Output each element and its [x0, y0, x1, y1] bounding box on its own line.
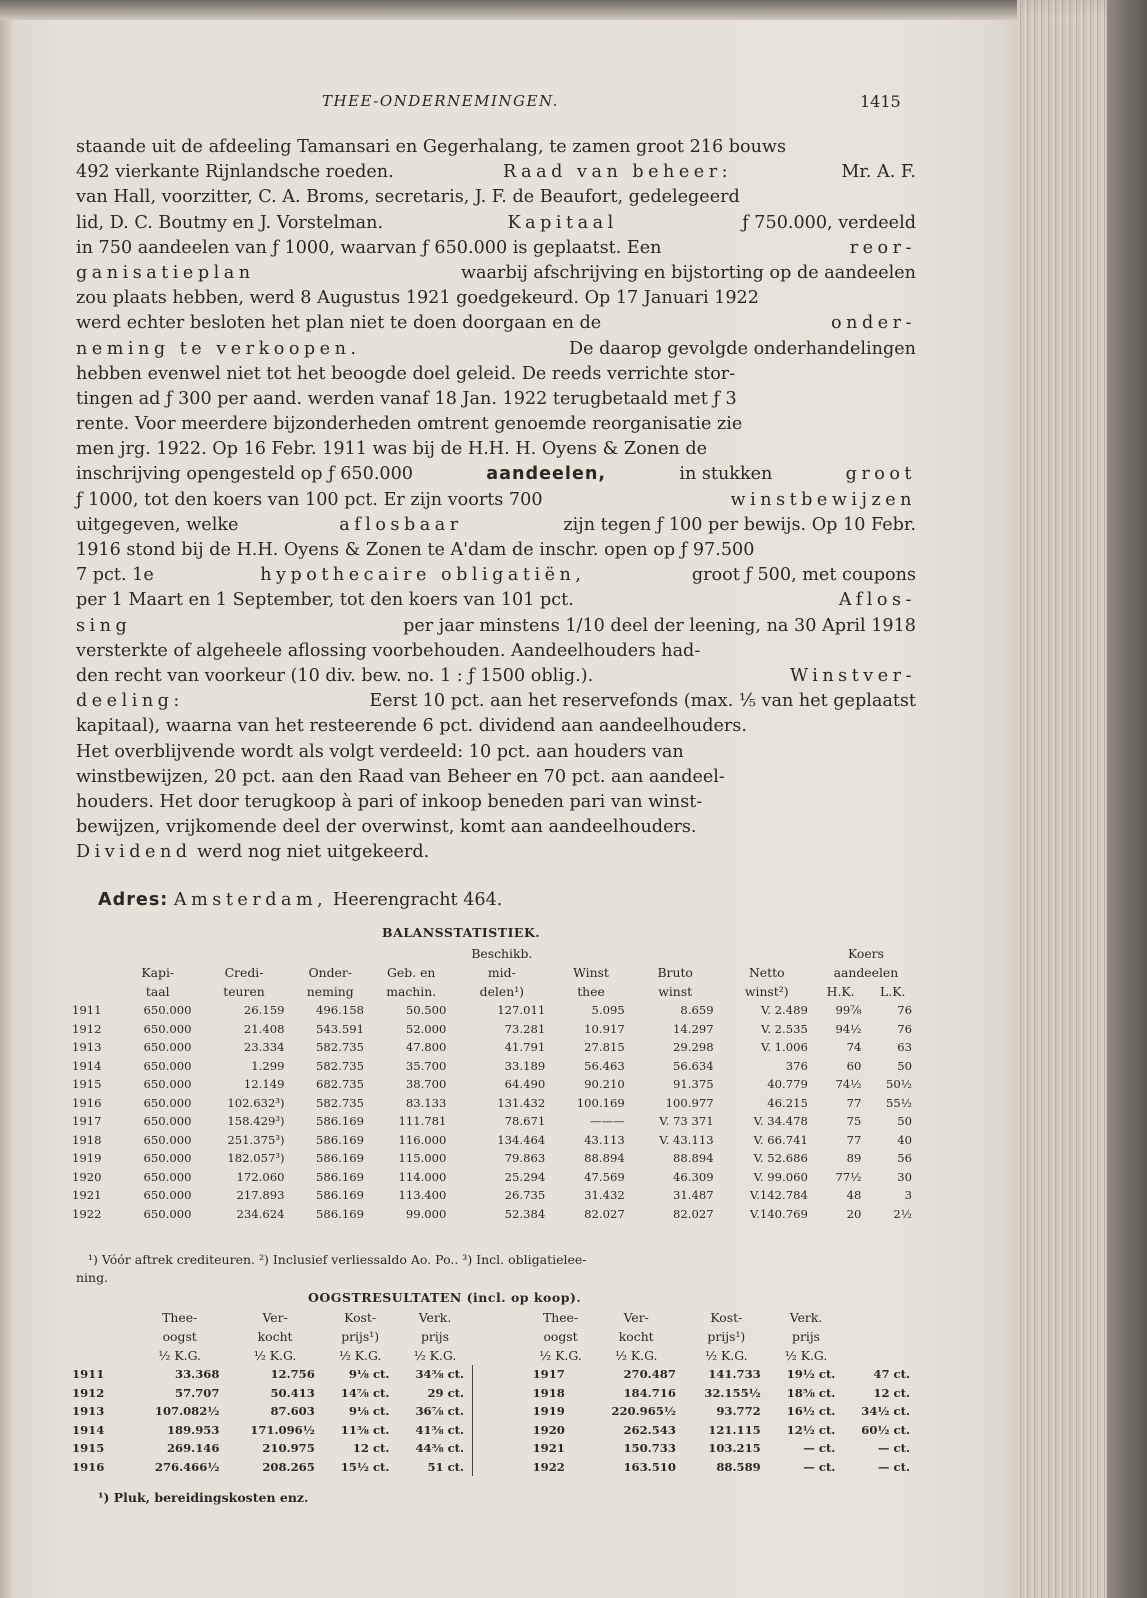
text-line: staande uit de afdeeling Tamansari en Gegerhalang, te zamen groot 216 bouws [76, 137, 787, 157]
text-line: winstbewijzen, 20 pct. aan den Raad van Beheer en 70 pct. aan aandeel- [76, 766, 725, 787]
table-row [72, 1020, 918, 1039]
table-cell: 64.490 [504, 1077, 546, 1091]
table-cell: 44⅜ ct. [415, 1441, 465, 1455]
table-cell: 89 [846, 1151, 862, 1165]
text-line: Dividend werd nog niet uitgekeerd. [76, 842, 430, 863]
table-cell: 76 [897, 1021, 912, 1036]
table-cell: 50 [897, 1114, 912, 1128]
year-cell: 1919 [72, 1151, 102, 1165]
table-cell: 586.169 [316, 1132, 364, 1147]
table-cell: 14⅞ ct. [340, 1385, 390, 1400]
table-cell: 9⅛ ct. [348, 1367, 390, 1381]
table-cell: 51 ct. [427, 1459, 465, 1474]
table-cell: 87.603 [270, 1404, 315, 1418]
table-cell: 131.432 [497, 1095, 546, 1110]
table-cell: V.142.784 [749, 1188, 808, 1202]
text-line: deeling: Eerst 10 pct. aan het reservefonds (max. ⅕ van het geplaatst [76, 691, 916, 712]
table-row [72, 1131, 918, 1150]
table-cell: 650.000 [143, 1021, 192, 1036]
year-cell: 1914 [72, 1422, 105, 1437]
table-header-row: oogst kocht prijs¹) prijs oogst kocht prijs¹) prijs [162, 1329, 821, 1344]
year-cell: 1916 [72, 1459, 105, 1474]
table-cell: — ct. [877, 1441, 910, 1455]
table-cell: V. 43.113 [659, 1132, 714, 1147]
table-cell: 73.281 [504, 1021, 546, 1036]
table-cell: 52.000 [405, 1021, 447, 1036]
text-line: hebben evenwel niet tot het beoogde doel geleid. De reeds verrichte stor- [76, 363, 736, 384]
table-cell: 26.735 [504, 1188, 546, 1202]
balance-table-title: BALANSSTATISTIEK. [382, 925, 541, 940]
table-cell: 74 [846, 1040, 862, 1054]
table-row [72, 1205, 918, 1224]
table-cell: 33.368 [175, 1367, 220, 1381]
table-cell: 60 [846, 1058, 862, 1073]
table-cell: 650.000 [143, 1095, 192, 1110]
page-top-shadow [0, 0, 1147, 20]
table-cell: 150.733 [623, 1441, 676, 1455]
table-cell: 251.375³) [227, 1132, 285, 1147]
table-cell: 582.735 [316, 1058, 364, 1073]
table-cell: 9⅛ ct. [348, 1404, 390, 1418]
year-cell: 1917 [532, 1367, 565, 1381]
table-cell: 115.000 [398, 1151, 447, 1165]
table-cell: V. 1.006 [760, 1040, 808, 1054]
table-cell: 650.000 [143, 1058, 192, 1073]
table-cell: 184.716 [623, 1385, 676, 1400]
table-cell: 15½ ct. [340, 1459, 390, 1474]
table-cell: 94½ [835, 1021, 862, 1036]
table-cell: 220.965½ [611, 1404, 676, 1418]
year-cell: 1915 [72, 1077, 102, 1091]
table-cell: 582.735 [316, 1040, 364, 1054]
table-cell: 11⅜ ct. [340, 1422, 390, 1437]
year-cell: 1912 [72, 1385, 105, 1400]
table-cell: 43.113 [584, 1132, 625, 1147]
table-cell: 182.057³) [227, 1151, 285, 1165]
table-cell: 57.707 [175, 1385, 220, 1400]
table-cell: 82.027 [584, 1206, 625, 1221]
table-cell: V. 52.686 [753, 1151, 808, 1165]
table-cell: 40.779 [767, 1077, 808, 1091]
table-cell: 586.169 [316, 1151, 364, 1165]
table-cell: 100.169 [576, 1095, 625, 1110]
table-cell: 12½ ct. [786, 1422, 836, 1437]
table-cell: 41⅜ ct. [415, 1422, 465, 1437]
table-cell: 36⅞ ct. [415, 1404, 465, 1418]
running-head: THEE-ONDERNEMINGEN. [322, 92, 559, 110]
table-cell: 88.894 [584, 1151, 625, 1165]
text-line: kapitaal), waarna van het resteerende 6 pct. dividend aan aandeelhouders. [76, 716, 747, 737]
table-cell: 48 [846, 1188, 862, 1202]
table-cell: 210.975 [262, 1441, 315, 1455]
year-cell: 1914 [72, 1058, 102, 1073]
table-cell: 78.671 [504, 1114, 546, 1128]
table-cell: 189.953 [166, 1422, 220, 1437]
table-row [72, 1384, 918, 1403]
table-cell: 50½ [886, 1077, 912, 1091]
table-cell: 75 [846, 1114, 862, 1128]
text-line: houders. Het door terugkoop à pari of inkoop beneden pari van winst- [76, 791, 703, 812]
footnote: ¹) Pluk, bereidingskosten enz. [98, 1490, 309, 1505]
column-divider [473, 1421, 533, 1440]
table-cell: 586.169 [316, 1188, 364, 1202]
text-line: bewijzen, vrijkomende deel der overwinst, komt aan aandeelhouders. [76, 817, 697, 838]
table-cell: V.140.769 [749, 1206, 808, 1221]
text-line: in 750 aandeelen van ƒ 1000, waarvan ƒ 650.000 is geplaatst. Een reor- [76, 237, 916, 258]
table-cell: 56.463 [584, 1058, 625, 1073]
text-line: den recht van voorkeur (10 div. bew. no. 1 : ƒ 1500 oblig.). Winstver- [76, 665, 916, 686]
table-cell: 586.169 [316, 1169, 364, 1184]
table-cell: 116.000 [398, 1132, 447, 1147]
table-cell: 650.000 [143, 1151, 192, 1165]
table-cell: 82.027 [673, 1206, 714, 1221]
table-cell: 55½ [886, 1095, 912, 1110]
table-cell: 46.309 [673, 1169, 714, 1184]
balance-statistics-table [72, 944, 918, 1223]
table-cell: 543.591 [316, 1021, 364, 1036]
table-cell: 14.297 [673, 1021, 714, 1036]
table-row [72, 1186, 918, 1205]
text-line: ganisatieplan waarbij afschrijving en bijstorting op de aandeelen [76, 262, 916, 283]
table-cell: 262.543 [623, 1422, 676, 1437]
table-cell: 158.429³) [227, 1114, 285, 1128]
table-cell: 20 [846, 1206, 862, 1221]
year-cell: 1918 [72, 1132, 102, 1147]
table-header-row: Kapi- Credi- Onder- Geb. en mid- Winst Bruto Netto aandeelen [141, 965, 899, 980]
table-cell: 16½ ct. [786, 1404, 836, 1418]
column-divider [473, 1439, 533, 1458]
table-row [72, 1112, 918, 1131]
table-cell: 91.375 [673, 1077, 714, 1091]
text-line: 1916 stond bij de H.H. Oyens & Zonen te A'dam de inschr. open op ƒ 97.500 [76, 540, 755, 560]
table-cell: 8.659 [680, 1003, 714, 1017]
table-cell: 76 [897, 1003, 912, 1017]
table-header-row: Thee- Ver- Kost- Verk. Thee- Ver- Kost- Verk. [162, 1310, 823, 1325]
year-cell: 1913 [72, 1404, 105, 1418]
table-cell: 47 ct. [873, 1367, 910, 1381]
year-cell: 1915 [72, 1441, 105, 1455]
text-line: uitgegeven, welke aflosbaar zijn tegen ƒ 100 per bewijs. Op 10 Febr. [76, 514, 916, 535]
text-line: rente. Voor meerdere bijzonderheden omtrent genoemde reorganisatie zie [76, 414, 743, 435]
table-row [72, 1057, 918, 1076]
year-cell: 1919 [532, 1404, 565, 1418]
table-cell: ——— [589, 1114, 625, 1128]
table-cell: 56.634 [673, 1058, 714, 1073]
text-line: 7 pct. 1e hypothecaire obligatiën, groot ƒ 500, met coupons [76, 565, 916, 586]
table-cell: 77½ [835, 1169, 862, 1184]
table-cell: 12.149 [243, 1077, 285, 1091]
footnote-continued: ning. [76, 1270, 109, 1285]
page-number: 1415 [860, 92, 901, 111]
table-cell: 114.000 [398, 1169, 447, 1184]
table-cell: 19½ ct. [786, 1367, 836, 1381]
table-cell: — ct. [803, 1441, 836, 1455]
table-cell: 650.000 [143, 1040, 192, 1054]
table-header-row: taal teuren neming machin. delen¹) thee winst winst²) H.K. L.K. [145, 984, 906, 999]
book-cover-edge [1107, 0, 1147, 1598]
table-cell: 35.700 [405, 1058, 447, 1073]
column-divider [473, 1384, 533, 1403]
table-cell: 10.917 [584, 1021, 625, 1036]
table-cell: — ct. [803, 1459, 836, 1474]
table-cell: 77 [846, 1132, 862, 1147]
table-cell: 52.384 [504, 1206, 546, 1221]
table-row [72, 1402, 918, 1421]
table-cell: 88.894 [673, 1151, 714, 1165]
table-cell: V. 34.478 [753, 1114, 808, 1128]
table-cell: 650.000 [143, 1169, 192, 1184]
table-cell: 93.772 [716, 1404, 761, 1418]
table-cell: 586.169 [316, 1206, 364, 1221]
text-line: Het overblijvende wordt als volgt verdeeld: 10 pct. aan houders van [76, 741, 684, 762]
table-cell: 41.791 [504, 1040, 546, 1054]
harvest-table-title: OOGSTRESULTATEN (incl. op koop). [308, 1290, 582, 1305]
table-cell: 1.299 [251, 1058, 285, 1073]
harvest-results-table [72, 1308, 918, 1476]
table-cell: 31.487 [673, 1188, 714, 1202]
table-row [72, 1075, 918, 1094]
text-line: per 1 Maart en 1 September, tot den koers van 101 pct. Aflos- [76, 590, 916, 611]
table-row [72, 1168, 918, 1187]
table-cell: 269.146 [166, 1441, 220, 1455]
table-cell: 376 [785, 1058, 808, 1073]
table-cell: 99.000 [405, 1206, 447, 1221]
table-cell: — ct. [877, 1459, 910, 1474]
text-line: sing per jaar minstens 1/10 deel der leening, na 30 April 1918 [76, 615, 916, 636]
year-cell: 1913 [72, 1040, 102, 1054]
table-cell: 77 [846, 1095, 862, 1110]
table-cell: 90.210 [584, 1077, 625, 1091]
text-line: van Hall, voorzitter, C. A. Broms, secretaris, J. F. de Beaufort, gedelegeerd [76, 187, 740, 208]
table-cell: 26.159 [243, 1003, 285, 1017]
table-cell: 40 [897, 1132, 912, 1147]
text-line: zou plaats hebben, werd 8 Augustus 1921 goedgekeurd. Op 17 Januari 1922 [76, 288, 759, 309]
table-cell: 113.400 [398, 1188, 447, 1202]
year-cell: 1918 [532, 1385, 565, 1400]
table-cell: 650.000 [143, 1003, 192, 1017]
table-row [72, 1365, 918, 1384]
table-cell: 127.011 [497, 1003, 546, 1017]
text-line: tingen ad ƒ 300 per aand. werden vanaf 18 Jan. 1922 terugbetaald met ƒ 3 [76, 388, 737, 409]
year-cell: 1911 [72, 1003, 102, 1017]
column-divider [473, 1365, 533, 1384]
table-cell: 650.000 [143, 1132, 192, 1147]
table-cell: 234.624 [236, 1206, 285, 1221]
table-cell: V. 99.060 [753, 1169, 808, 1184]
table-cell: 60½ ct. [861, 1422, 910, 1437]
table-cell: 46.215 [767, 1095, 808, 1110]
table-cell: 5.095 [591, 1003, 625, 1017]
table-cell: V. 66.741 [753, 1132, 808, 1147]
table-cell: 12 ct. [873, 1385, 910, 1400]
table-cell: 276.466½ [154, 1459, 220, 1474]
table-cell: 496.158 [316, 1003, 364, 1017]
table-cell: 12 ct. [352, 1441, 390, 1455]
table-cell: 107.082½ [154, 1404, 220, 1418]
table-cell: 650.000 [143, 1077, 192, 1091]
table-cell: 31.432 [584, 1188, 625, 1202]
table-cell: 33.189 [504, 1058, 546, 1073]
table-header-row: Beschikb. Koers [471, 946, 884, 961]
table-cell: 50.500 [405, 1003, 447, 1017]
table-cell: 650.000 [143, 1188, 192, 1202]
table-cell: 650.000 [143, 1206, 192, 1221]
text-line: neming te verkoopen. De daarop gevolgde onderhandelingen [76, 338, 916, 359]
year-cell: 1911 [72, 1367, 105, 1381]
year-cell: 1922 [532, 1459, 565, 1474]
text-line: werd echter besloten het plan niet te doen doorgaan en de onder- [76, 313, 916, 334]
table-cell: 74½ [835, 1077, 862, 1091]
table-row [72, 1421, 918, 1440]
year-cell: 1920 [72, 1169, 102, 1184]
table-cell: 171.096½ [250, 1422, 315, 1437]
table-cell: 47.569 [584, 1169, 625, 1184]
table-row [72, 1038, 918, 1057]
table-cell: 121.115 [708, 1422, 761, 1437]
table-cell: 102.632³) [227, 1095, 285, 1110]
table-cell: 163.510 [623, 1459, 676, 1474]
table-cell: 50 [897, 1058, 912, 1073]
column-divider [473, 1458, 533, 1477]
table-cell: 99⅞ [835, 1003, 862, 1017]
footnote: ¹) Vóór aftrek crediteuren. ²) Inclusief verliessaldo Ao. Po.. ³) Incl. obligatielee- [88, 1252, 587, 1267]
address-line: Adres: Amsterdam, Heerengracht 464. [98, 890, 503, 910]
column-divider [473, 1402, 533, 1421]
table-row [72, 1001, 918, 1020]
table-cell: 103.215 [708, 1441, 761, 1455]
text-line: ƒ 1000, tot den koers van 100 pct. Er zijn voorts 700 winstbewijzen [76, 489, 916, 510]
table-cell: 21.408 [243, 1021, 285, 1036]
table-cell: 682.735 [316, 1077, 364, 1091]
table-cell: 29 ct. [427, 1385, 465, 1400]
text-line: 492 vierkante Rijnlandsche roeden. Raad van beheer: Mr. A. F. [76, 162, 916, 183]
table-cell: 34½ ct. [861, 1404, 910, 1418]
table-cell: 18⅝ ct. [786, 1385, 836, 1400]
table-header-row: ½ K.G. ½ K.G. ½ K.G. ½ K.G. ½ K.G. ½ K.G. ½ K.G. ½ K.G. [158, 1348, 828, 1363]
table-cell: 29.298 [673, 1040, 714, 1054]
table-cell: 83.133 [405, 1095, 447, 1110]
table-row [72, 1149, 918, 1168]
table-row [72, 1458, 918, 1477]
year-cell: 1916 [72, 1095, 102, 1110]
table-cell: 25.294 [504, 1169, 546, 1184]
table-cell: 23.334 [243, 1040, 285, 1054]
table-cell: 141.733 [708, 1367, 761, 1381]
body-paragraph [76, 135, 916, 865]
table-cell: 100.977 [665, 1095, 714, 1110]
text-line: inschrijving opengesteld op ƒ 650.000 aandeelen, in stukken groot [76, 464, 916, 485]
table-cell: 63 [897, 1040, 912, 1054]
table-row [72, 1439, 918, 1458]
text-line: lid, D. C. Boutmy en J. Vorstelman. Kapitaal ƒ 750.000, verdeeld [76, 212, 916, 233]
year-cell: 1921 [532, 1441, 565, 1455]
table-cell: 12.756 [270, 1367, 315, 1381]
table-cell: V. 73 371 [659, 1114, 714, 1128]
year-cell: 1921 [72, 1188, 102, 1202]
table-cell: 30 [897, 1169, 912, 1184]
text-line: men jrg. 1922. Op 16 Febr. 1911 was bij de H.H. H. Oyens & Zonen de [76, 439, 708, 460]
text-line: versterkte of algeheele aflossing voorbehouden. Aandeelhouders had- [76, 640, 701, 661]
table-cell: 32.155½ [704, 1385, 761, 1400]
table-cell: 34⅜ ct. [415, 1367, 465, 1381]
table-cell: 79.863 [504, 1151, 546, 1165]
table-cell: 217.893 [236, 1188, 285, 1202]
table-cell: 582.735 [316, 1095, 364, 1110]
table-cell: V. 2.535 [760, 1021, 808, 1036]
table-cell: 27.815 [584, 1040, 625, 1054]
table-cell: 50.413 [270, 1385, 315, 1400]
year-cell: 1917 [72, 1114, 102, 1128]
table-cell: 88.589 [716, 1459, 761, 1474]
table-cell: 111.781 [398, 1114, 447, 1128]
table-cell: 38.700 [405, 1077, 447, 1091]
table-cell: 586.169 [316, 1114, 364, 1128]
table-cell: 208.265 [262, 1459, 315, 1474]
table-cell: 172.060 [236, 1169, 285, 1184]
table-row [72, 1094, 918, 1113]
year-cell: 1920 [532, 1422, 565, 1437]
table-cell: 2½ [893, 1206, 912, 1221]
table-cell: 650.000 [143, 1114, 192, 1128]
year-cell: 1922 [72, 1206, 102, 1221]
table-cell: 134.464 [497, 1132, 546, 1147]
table-cell: 47.800 [405, 1040, 447, 1054]
year-cell: 1912 [72, 1021, 102, 1036]
table-cell: 3 [904, 1188, 912, 1202]
table-cell: 270.487 [623, 1367, 676, 1381]
table-cell: V. 2.489 [760, 1003, 808, 1017]
table-cell: 56 [897, 1151, 912, 1165]
